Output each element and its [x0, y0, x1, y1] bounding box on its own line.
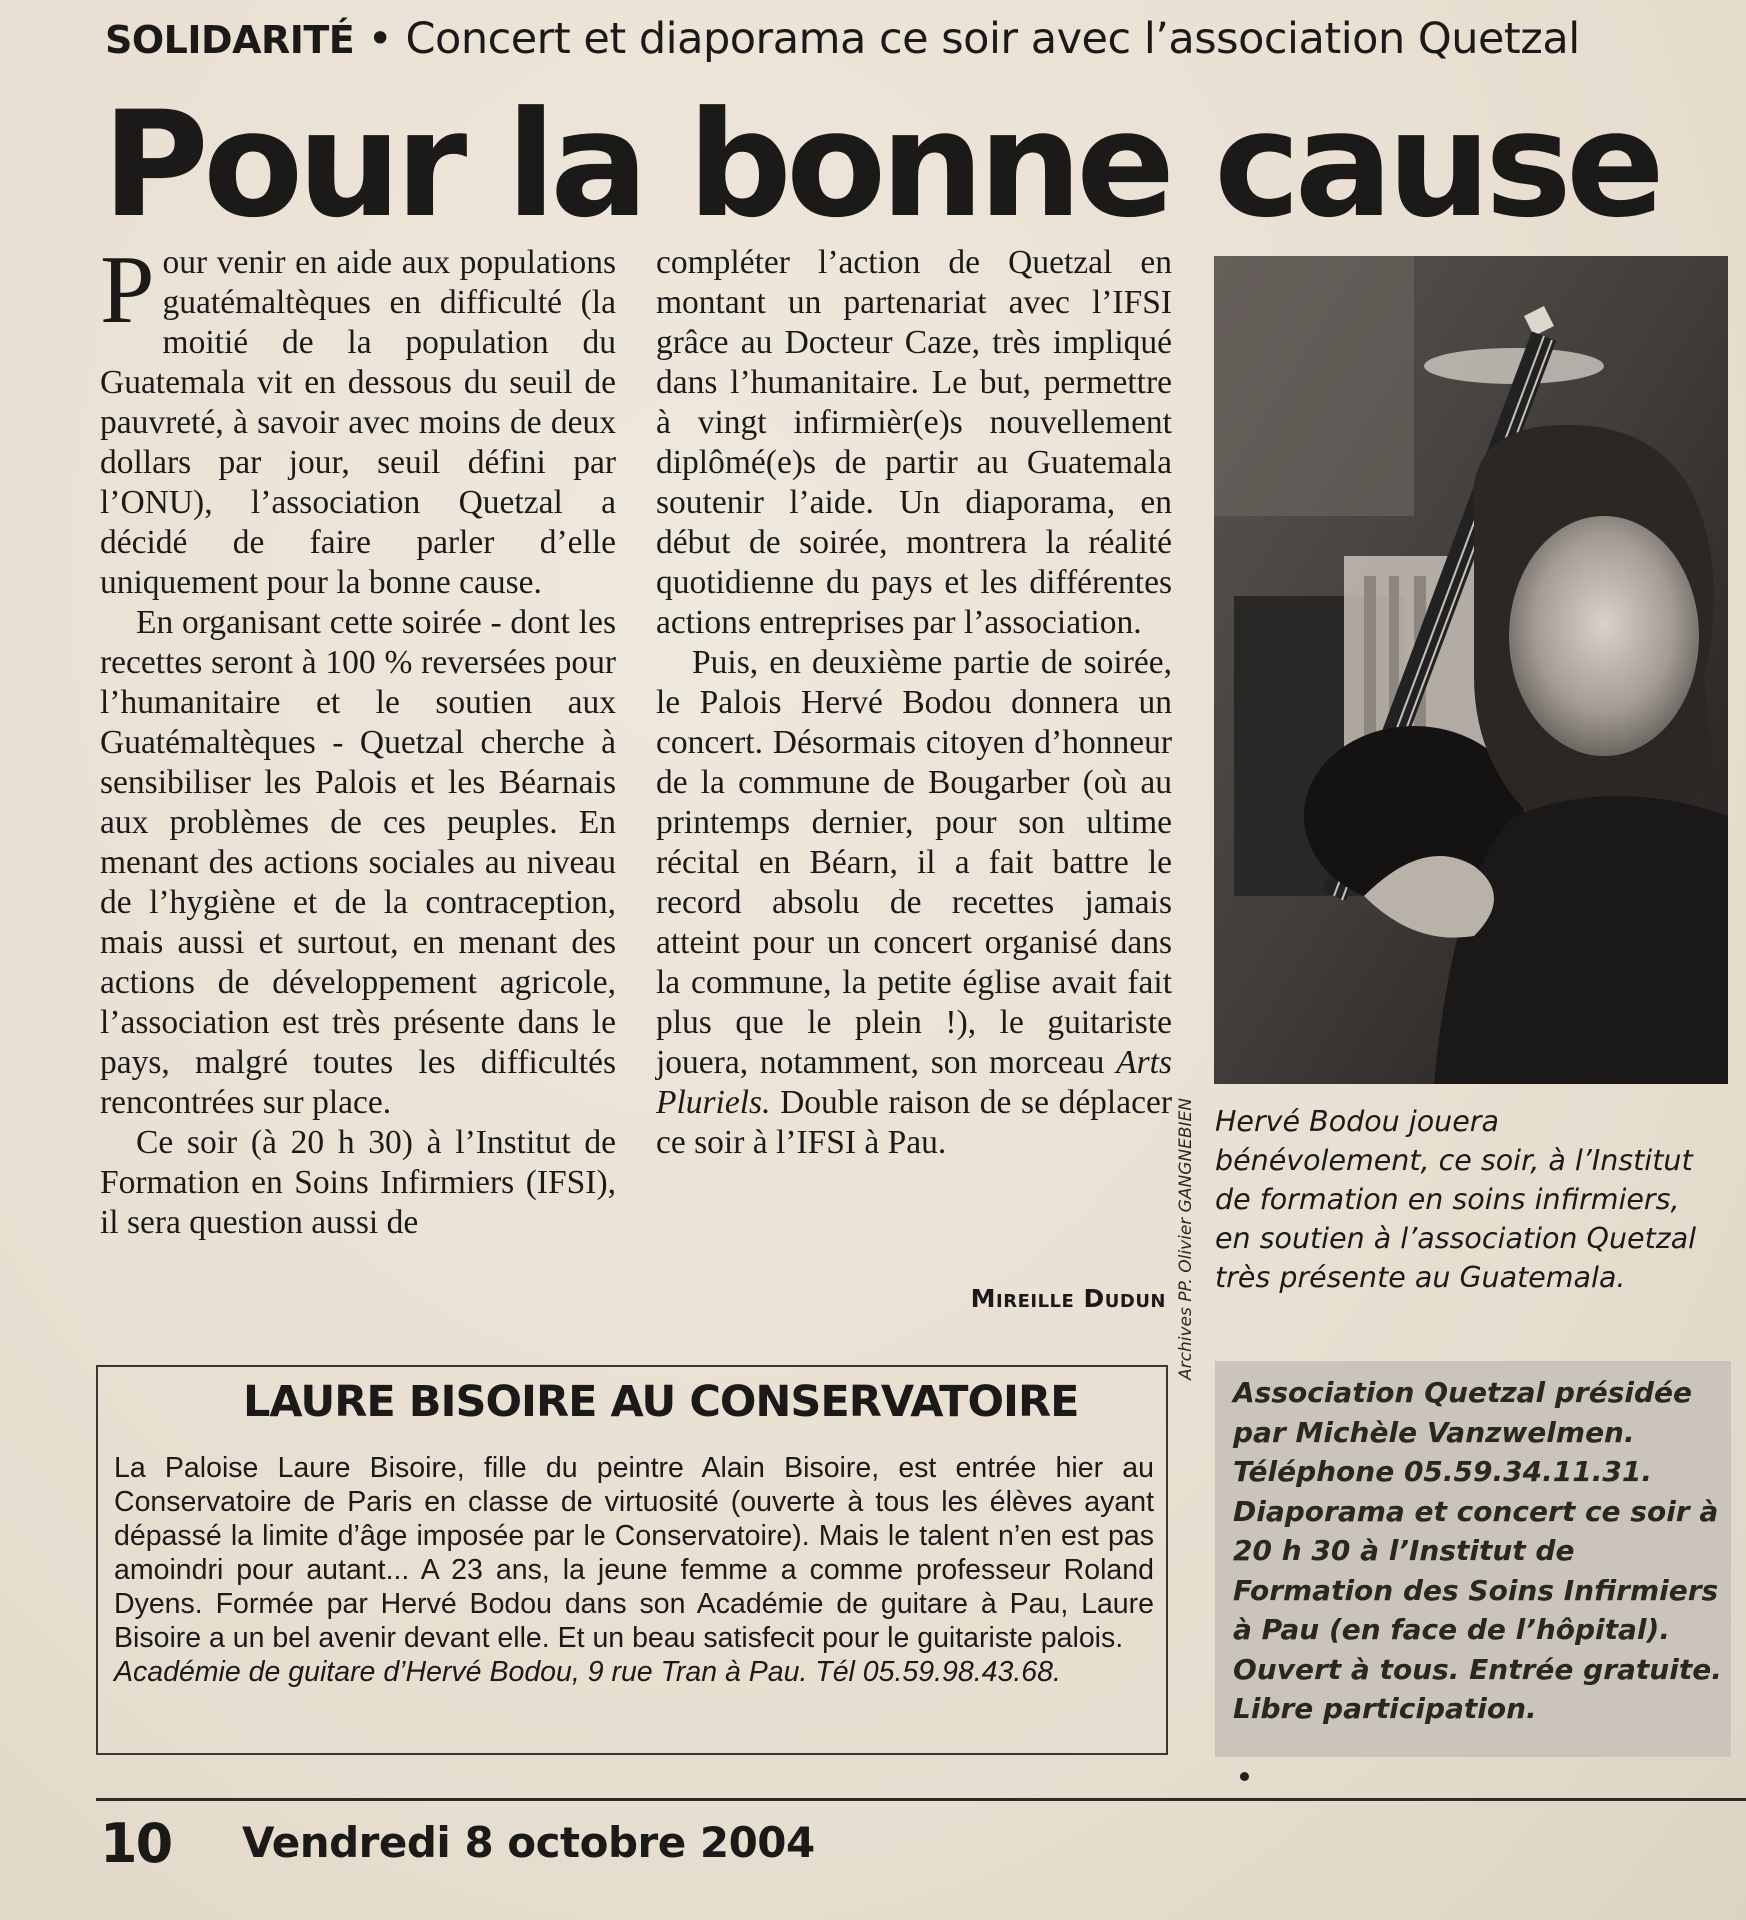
sidebar-title: LAURE BISOIRE AU CONSERVATOIRE: [243, 1377, 1079, 1427]
info-text: Association Quetzal présidée par Michèle Vanzwelmen. Téléphone 05.59.34.11.31. Diaporama et concert ce soir à 20 h 30 à l’Institut de Formation des Soins Infirmiers à Pau (en face de l’hôpital). Ouvert à tous. Entrée gratuite. Libre participation.: [1233, 1376, 1722, 1725]
guitarist-photo: [1214, 256, 1728, 1084]
byline: Mireille Dudun: [970, 1284, 1166, 1313]
sidebar-body: [114, 1451, 1154, 1689]
article-column-2: [656, 243, 1172, 1163]
footer-rule: [96, 1798, 1746, 1801]
page-date: Vendredi 8 octobre 2004: [242, 1818, 815, 1867]
article-paragraph: En organisant cette soirée - dont les recettes seront à 100 % reversées pour l’humanitaire et le soutien aux Guatémaltèques - Quetzal cherche à sensibiliser les Palois et les Béarnais aux problèmes de ces peuples. En menant des actions sociales au niveau de l’hygiène et de la contraception, mais aussi et surtout, en menant des actions de développement agricole, l’association est très présente dans le pays, malgré toutes les difficultés rencontrées sur place.: [100, 604, 616, 1121]
rubric-label: SOLIDARITÉ: [105, 18, 355, 62]
kicker: [105, 14, 1735, 64]
sidebar-text: La Paloise Laure Bisoire, fille du peintre Alain Bisoire, est entrée hier au Conservatoire de Paris en classe de virtuosité (ouverte à tous les élèves ayant dépassé la limite d’âge imposée par le Conservatoire). Mais le talent n’en est pas amoindri pour autant... A 23 ans, la jeune femme a comme professeur Roland Dyens. Formée par Hervé Bodou dans son Académie de guitare à Pau, Laure Bisoire a un bel avenir devant elle. Et un beau satisfecit pour le guitariste palois.: [114, 1452, 1154, 1654]
page-title: Pour la bonne cause: [102, 80, 1659, 250]
paragraph-text: our venir en aide aux populations guatémaltèques en difficulté (la moitié de la population du Guatemala vit en dessous du seuil de pauvreté, à savoir avec moins de deux dollars par jour, seuil défini par l’ONU), l’association Quetzal a décidé de faire parler d’elle uniquement pour la bonne cause.: [100, 244, 616, 601]
page-number: 10: [100, 1812, 172, 1875]
article-paragraph: compléter l’action de Quetzal en montant un partenariat avec l’IFSI grâce au Docteur Caze, très impliqué dans l’humanitaire. Le but, permettre à vingt infirmièr(e)s nouvellement diplômé(e)s de partir au Guatemala soutenir l’aide. Un diaporama, en début de soirée, montrera la réalité quotidienne du pays et les différentes actions entreprises par l’association.: [656, 244, 1172, 641]
bullet-dot: [1240, 1772, 1249, 1781]
sidebar-box: [96, 1365, 1168, 1755]
piece-title: Arts Pluriels.: [656, 1044, 1172, 1121]
drop-cap: P: [100, 236, 155, 344]
article-paragraph: Ce soir (à 20 h 30) à l’Institut de Formation en Soins Infirmiers (IFSI), il sera question aussi de: [100, 1124, 616, 1241]
photo-caption: Hervé Bodou jouera bénévolement, ce soir, à l’Institut de formation en soins infirmiers, en soutien à l’association Quetzal très présente au Guatemala.: [1215, 1105, 1697, 1294]
sidebar-address: Académie de guitare d’Hervé Bodou, 9 rue Tran à Pau. Tél 05.59.98.43.68.: [114, 1656, 1061, 1688]
article-column-1: [100, 236, 616, 1243]
photo-credit-text: Archives PP. Olivier GANGNEBIEN: [1176, 1098, 1196, 1380]
article-paragraph: [100, 236, 616, 603]
photo-illustration: [1214, 256, 1728, 1084]
article-paragraph: [656, 643, 1172, 1163]
photo-credit: [1172, 1080, 1212, 1380]
kicker-text: Concert et diaporama ce soir avec l’association Quetzal: [405, 14, 1580, 64]
paragraph-text: Puis, en deuxième partie de soirée, le Palois Hervé Bodou donnera un concert. Désormais citoyen d’honneur de la commune de Bougarber (où au printemps dernier, pour son ultime récital en Béarn, il a fait battre le record absolu de recettes jamais atteint pour un concert organisé dans la commune, la petite église avait fait plus que le plein !), le guitariste jouera, notamment, son morceau: [656, 644, 1172, 1081]
info-box: [1215, 1361, 1731, 1757]
kicker-separator: •: [367, 14, 393, 64]
paragraph-text: Double raison de se déplacer ce soir à l’IFSI à Pau.: [656, 1084, 1173, 1161]
